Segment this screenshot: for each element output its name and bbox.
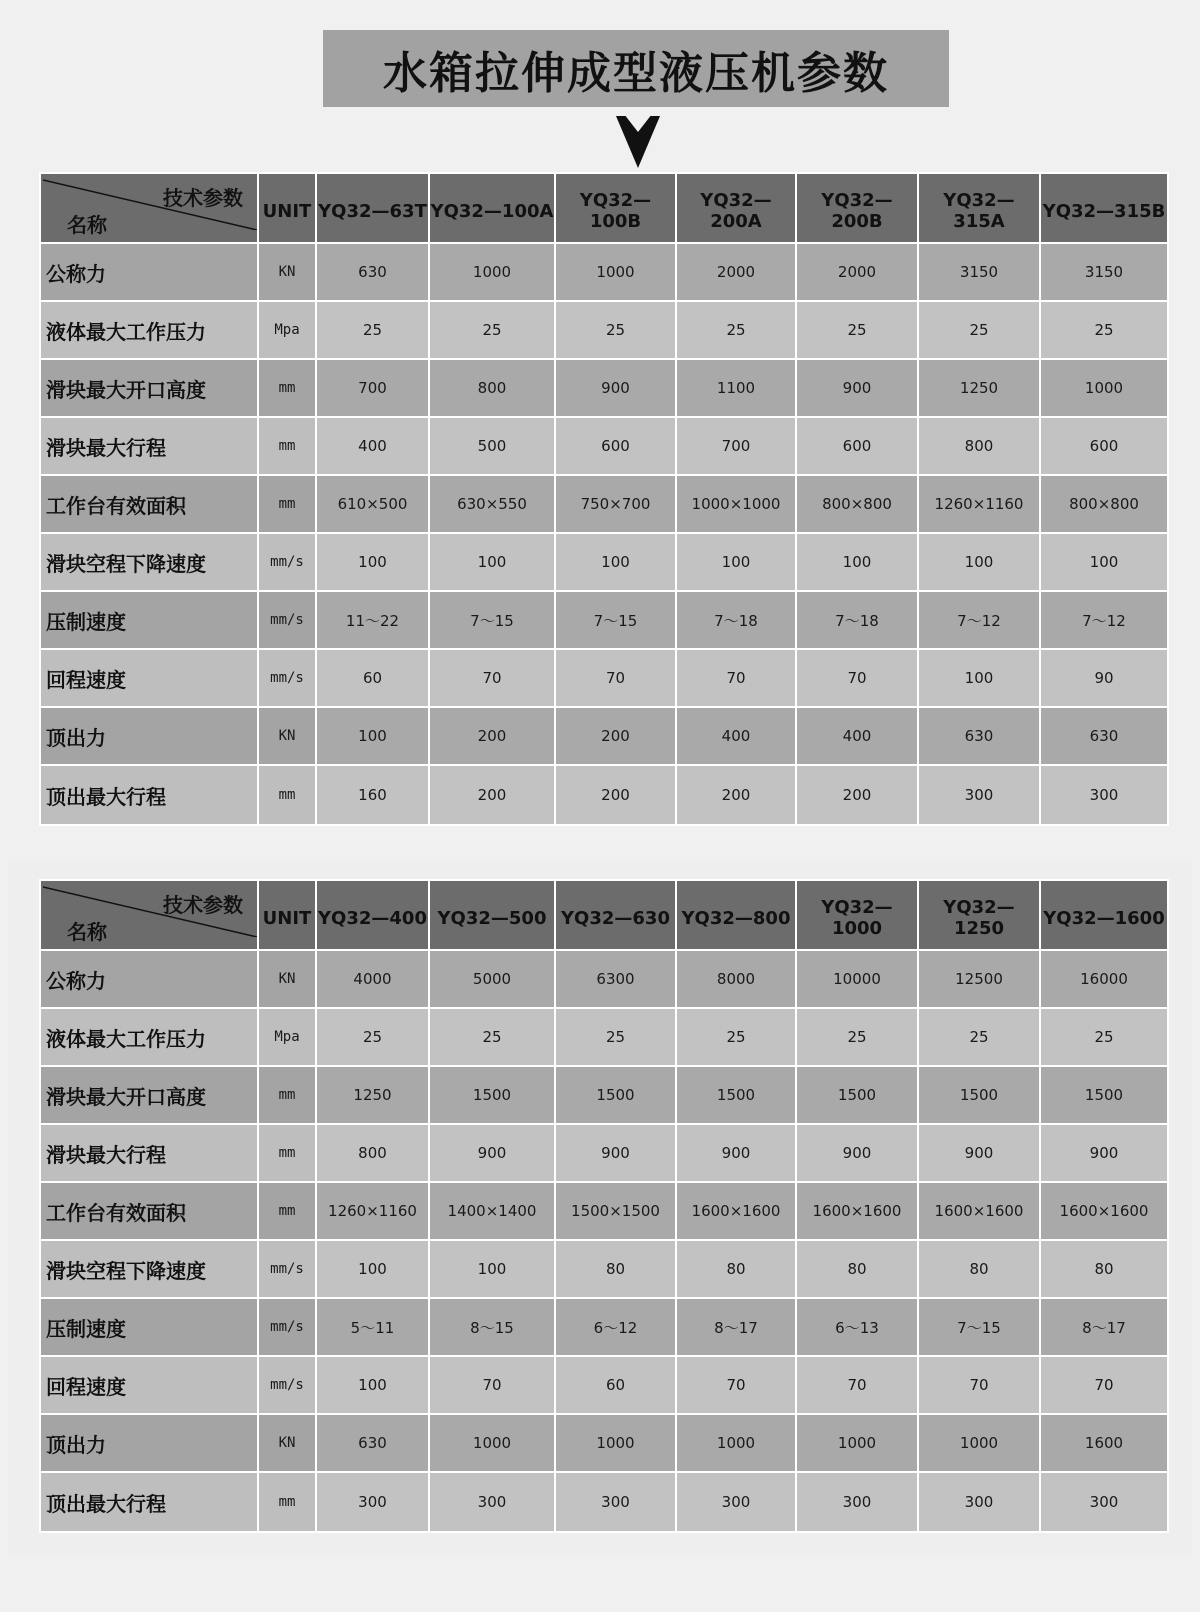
param-value: 100 bbox=[316, 1240, 429, 1298]
param-value: 1600 bbox=[1040, 1414, 1168, 1472]
param-unit: mm/s bbox=[258, 1240, 316, 1298]
param-unit: Mpa bbox=[258, 301, 316, 359]
param-value: 80 bbox=[796, 1240, 918, 1298]
param-value: 16000 bbox=[1040, 950, 1168, 1008]
param-value: 400 bbox=[796, 707, 918, 765]
param-value: 600 bbox=[555, 417, 676, 475]
param-value: 630 bbox=[918, 707, 1040, 765]
param-value: 100 bbox=[676, 533, 796, 591]
param-value: 70 bbox=[676, 649, 796, 707]
param-value: 1100 bbox=[676, 359, 796, 417]
param-value: 200 bbox=[555, 707, 676, 765]
param-unit: mm/s bbox=[258, 649, 316, 707]
param-unit: KN bbox=[258, 950, 316, 1008]
param-value: 800 bbox=[429, 359, 555, 417]
param-value: 300 bbox=[918, 765, 1040, 825]
spec-table-1 bbox=[39, 172, 1169, 826]
param-name: 液体最大工作压力 bbox=[40, 1008, 258, 1066]
param-value: 1000 bbox=[918, 1414, 1040, 1472]
param-name: 滑块最大开口高度 bbox=[40, 1066, 258, 1124]
param-value: 7～18 bbox=[676, 591, 796, 649]
param-unit: mm bbox=[258, 1472, 316, 1532]
table-row bbox=[40, 1182, 1168, 1240]
header-corner-cell bbox=[40, 173, 258, 243]
param-value: 6～12 bbox=[555, 1298, 676, 1356]
table-row bbox=[40, 417, 1168, 475]
param-value: 900 bbox=[555, 359, 676, 417]
table-row bbox=[40, 1066, 1168, 1124]
param-value: 70 bbox=[555, 649, 676, 707]
param-value: 300 bbox=[1040, 765, 1168, 825]
param-value: 6300 bbox=[555, 950, 676, 1008]
param-value: 70 bbox=[676, 1356, 796, 1414]
param-value: 25 bbox=[1040, 301, 1168, 359]
header-params-label: 技术参数 bbox=[163, 893, 243, 917]
param-value: 1000 bbox=[429, 1414, 555, 1472]
param-name: 顶出力 bbox=[40, 707, 258, 765]
param-value: 100 bbox=[555, 533, 676, 591]
param-value: 200 bbox=[676, 765, 796, 825]
param-value: 25 bbox=[316, 301, 429, 359]
param-value: 25 bbox=[429, 1008, 555, 1066]
param-value: 60 bbox=[316, 649, 429, 707]
param-value: 300 bbox=[316, 1472, 429, 1532]
param-name: 压制速度 bbox=[40, 1298, 258, 1356]
model-header: YQ32—315A bbox=[918, 173, 1040, 243]
param-value: 25 bbox=[796, 1008, 918, 1066]
model-header: YQ32—1600 bbox=[1040, 880, 1168, 950]
param-value: 1000×1000 bbox=[676, 475, 796, 533]
param-value: 8～17 bbox=[1040, 1298, 1168, 1356]
param-value: 1600×1600 bbox=[676, 1182, 796, 1240]
param-unit: mm/s bbox=[258, 533, 316, 591]
table-row bbox=[40, 359, 1168, 417]
header-corner-cell bbox=[40, 880, 258, 950]
param-value: 4000 bbox=[316, 950, 429, 1008]
param-value: 600 bbox=[1040, 417, 1168, 475]
param-name: 滑块空程下降速度 bbox=[40, 533, 258, 591]
spec-table-2 bbox=[39, 879, 1169, 1533]
table-body bbox=[40, 950, 1168, 1532]
param-value: 630×550 bbox=[429, 475, 555, 533]
param-value: 300 bbox=[429, 1472, 555, 1532]
param-unit: mm/s bbox=[258, 1298, 316, 1356]
model-header: YQ32—100A bbox=[429, 173, 555, 243]
model-header: YQ32—400 bbox=[316, 880, 429, 950]
param-name: 顶出力 bbox=[40, 1414, 258, 1472]
param-value: 7～15 bbox=[429, 591, 555, 649]
param-value: 25 bbox=[918, 301, 1040, 359]
param-value: 100 bbox=[316, 707, 429, 765]
param-value: 25 bbox=[429, 301, 555, 359]
param-value: 12500 bbox=[918, 950, 1040, 1008]
param-value: 700 bbox=[676, 417, 796, 475]
param-value: 1000 bbox=[796, 1414, 918, 1472]
param-value: 2000 bbox=[796, 243, 918, 301]
param-unit: mm/s bbox=[258, 1356, 316, 1414]
param-value: 200 bbox=[429, 765, 555, 825]
param-value: 630 bbox=[316, 243, 429, 301]
param-value: 100 bbox=[429, 533, 555, 591]
param-value: 6～13 bbox=[796, 1298, 918, 1356]
param-value: 800 bbox=[918, 417, 1040, 475]
param-value: 900 bbox=[918, 1124, 1040, 1182]
param-value: 630 bbox=[316, 1414, 429, 1472]
param-unit: mm bbox=[258, 1124, 316, 1182]
param-value: 1260×1160 bbox=[316, 1182, 429, 1240]
param-value: 630 bbox=[1040, 707, 1168, 765]
param-unit: Mpa bbox=[258, 1008, 316, 1066]
table-row bbox=[40, 1414, 1168, 1472]
table-row bbox=[40, 533, 1168, 591]
table-header-row bbox=[40, 880, 1168, 950]
param-value: 25 bbox=[555, 1008, 676, 1066]
model-header: YQ32—500 bbox=[429, 880, 555, 950]
model-header: YQ32—100B bbox=[555, 173, 676, 243]
param-value: 60 bbox=[555, 1356, 676, 1414]
param-value: 300 bbox=[796, 1472, 918, 1532]
param-name: 工作台有效面积 bbox=[40, 1182, 258, 1240]
model-header: YQ32—800 bbox=[676, 880, 796, 950]
param-value: 25 bbox=[676, 1008, 796, 1066]
param-value: 100 bbox=[429, 1240, 555, 1298]
param-value: 70 bbox=[796, 649, 918, 707]
model-header: YQ32—200B bbox=[796, 173, 918, 243]
page-title-banner bbox=[323, 30, 949, 107]
param-unit: KN bbox=[258, 1414, 316, 1472]
param-value: 11～22 bbox=[316, 591, 429, 649]
table-row bbox=[40, 1356, 1168, 1414]
param-value: 8～17 bbox=[676, 1298, 796, 1356]
param-unit: KN bbox=[258, 243, 316, 301]
param-value: 1250 bbox=[918, 359, 1040, 417]
model-header: YQ32—315B bbox=[1040, 173, 1168, 243]
param-name: 液体最大工作压力 bbox=[40, 301, 258, 359]
table-header-row bbox=[40, 173, 1168, 243]
param-value: 100 bbox=[316, 1356, 429, 1414]
param-value: 1500 bbox=[796, 1066, 918, 1124]
param-value: 2000 bbox=[676, 243, 796, 301]
param-value: 25 bbox=[555, 301, 676, 359]
header-name-label: 名称 bbox=[67, 920, 107, 944]
param-unit: mm bbox=[258, 417, 316, 475]
param-value: 610×500 bbox=[316, 475, 429, 533]
param-name: 公称力 bbox=[40, 243, 258, 301]
header-name-label: 名称 bbox=[67, 213, 107, 237]
param-value: 7～15 bbox=[555, 591, 676, 649]
param-value: 80 bbox=[918, 1240, 1040, 1298]
table-row bbox=[40, 591, 1168, 649]
param-value: 5000 bbox=[429, 950, 555, 1008]
param-value: 3150 bbox=[1040, 243, 1168, 301]
table-row bbox=[40, 1472, 1168, 1532]
param-value: 100 bbox=[1040, 533, 1168, 591]
param-unit: mm bbox=[258, 1066, 316, 1124]
param-unit: mm/s bbox=[258, 591, 316, 649]
param-value: 300 bbox=[918, 1472, 1040, 1532]
param-value: 80 bbox=[676, 1240, 796, 1298]
param-value: 25 bbox=[676, 301, 796, 359]
table-row bbox=[40, 765, 1168, 825]
table-row bbox=[40, 243, 1168, 301]
param-value: 100 bbox=[316, 533, 429, 591]
param-value: 1600×1600 bbox=[918, 1182, 1040, 1240]
param-name: 顶出最大行程 bbox=[40, 765, 258, 825]
param-value: 1000 bbox=[555, 243, 676, 301]
param-value: 1500 bbox=[429, 1066, 555, 1124]
param-value: 160 bbox=[316, 765, 429, 825]
param-value: 700 bbox=[316, 359, 429, 417]
param-value: 25 bbox=[918, 1008, 1040, 1066]
param-value: 100 bbox=[796, 533, 918, 591]
model-header: YQ32—630 bbox=[555, 880, 676, 950]
param-unit: mm bbox=[258, 765, 316, 825]
param-value: 70 bbox=[918, 1356, 1040, 1414]
param-value: 300 bbox=[676, 1472, 796, 1532]
param-value: 1250 bbox=[316, 1066, 429, 1124]
param-name: 工作台有效面积 bbox=[40, 475, 258, 533]
table-row bbox=[40, 1298, 1168, 1356]
param-value: 7～12 bbox=[1040, 591, 1168, 649]
model-header: YQ32—63T bbox=[316, 173, 429, 243]
param-value: 70 bbox=[1040, 1356, 1168, 1414]
param-value: 900 bbox=[555, 1124, 676, 1182]
model-header: YQ32—1250 bbox=[918, 880, 1040, 950]
param-value: 400 bbox=[316, 417, 429, 475]
param-value: 200 bbox=[796, 765, 918, 825]
param-value: 400 bbox=[676, 707, 796, 765]
param-value: 3150 bbox=[918, 243, 1040, 301]
param-name: 滑块最大开口高度 bbox=[40, 359, 258, 417]
param-value: 300 bbox=[555, 1472, 676, 1532]
param-unit: KN bbox=[258, 707, 316, 765]
param-name: 压制速度 bbox=[40, 591, 258, 649]
header-params-label: 技术参数 bbox=[163, 186, 243, 210]
param-value: 800×800 bbox=[796, 475, 918, 533]
page-title: 水箱拉伸成型液压机参数 bbox=[383, 47, 889, 99]
param-value: 70 bbox=[796, 1356, 918, 1414]
param-value: 25 bbox=[316, 1008, 429, 1066]
param-value: 5～11 bbox=[316, 1298, 429, 1356]
param-value: 900 bbox=[676, 1124, 796, 1182]
param-value: 7～18 bbox=[796, 591, 918, 649]
param-value: 80 bbox=[1040, 1240, 1168, 1298]
model-header: YQ32—1000 bbox=[796, 880, 918, 950]
param-value: 25 bbox=[796, 301, 918, 359]
model-header: YQ32—200A bbox=[676, 173, 796, 243]
param-value: 900 bbox=[796, 1124, 918, 1182]
param-value: 600 bbox=[796, 417, 918, 475]
param-value: 80 bbox=[555, 1240, 676, 1298]
table-body bbox=[40, 243, 1168, 825]
param-unit: mm bbox=[258, 1182, 316, 1240]
param-unit: mm bbox=[258, 359, 316, 417]
param-value: 100 bbox=[918, 533, 1040, 591]
table-row bbox=[40, 1240, 1168, 1298]
param-value: 1400×1400 bbox=[429, 1182, 555, 1240]
table-row bbox=[40, 1124, 1168, 1182]
param-value: 1000 bbox=[429, 243, 555, 301]
param-value: 800 bbox=[316, 1124, 429, 1182]
table-row bbox=[40, 649, 1168, 707]
param-value: 900 bbox=[429, 1124, 555, 1182]
header-unit: UNIT bbox=[258, 880, 316, 950]
param-name: 滑块空程下降速度 bbox=[40, 1240, 258, 1298]
param-value: 8000 bbox=[676, 950, 796, 1008]
param-value: 200 bbox=[555, 765, 676, 825]
param-value: 1000 bbox=[1040, 359, 1168, 417]
param-value: 10000 bbox=[796, 950, 918, 1008]
param-value: 800×800 bbox=[1040, 475, 1168, 533]
param-value: 900 bbox=[796, 359, 918, 417]
param-value: 70 bbox=[429, 1356, 555, 1414]
param-unit: mm bbox=[258, 475, 316, 533]
param-name: 顶出最大行程 bbox=[40, 1472, 258, 1532]
param-value: 1500×1500 bbox=[555, 1182, 676, 1240]
param-value: 25 bbox=[1040, 1008, 1168, 1066]
param-value: 1260×1160 bbox=[918, 475, 1040, 533]
param-value: 1500 bbox=[1040, 1066, 1168, 1124]
param-value: 8～15 bbox=[429, 1298, 555, 1356]
param-value: 1500 bbox=[918, 1066, 1040, 1124]
param-value: 7～15 bbox=[918, 1298, 1040, 1356]
param-name: 滑块最大行程 bbox=[40, 417, 258, 475]
param-value: 500 bbox=[429, 417, 555, 475]
table-row bbox=[40, 950, 1168, 1008]
param-value: 750×700 bbox=[555, 475, 676, 533]
param-value: 1600×1600 bbox=[796, 1182, 918, 1240]
table-row bbox=[40, 1008, 1168, 1066]
table-row bbox=[40, 707, 1168, 765]
param-value: 1000 bbox=[676, 1414, 796, 1472]
table-row bbox=[40, 301, 1168, 359]
param-value: 900 bbox=[1040, 1124, 1168, 1182]
param-value: 1500 bbox=[555, 1066, 676, 1124]
param-value: 70 bbox=[429, 649, 555, 707]
param-value: 90 bbox=[1040, 649, 1168, 707]
param-value: 300 bbox=[1040, 1472, 1168, 1532]
param-name: 滑块最大行程 bbox=[40, 1124, 258, 1182]
param-value: 7～12 bbox=[918, 591, 1040, 649]
param-value: 100 bbox=[918, 649, 1040, 707]
table-row bbox=[40, 475, 1168, 533]
param-value: 1500 bbox=[676, 1066, 796, 1124]
param-value: 200 bbox=[429, 707, 555, 765]
param-value: 1000 bbox=[555, 1414, 676, 1472]
param-name: 回程速度 bbox=[40, 649, 258, 707]
param-name: 回程速度 bbox=[40, 1356, 258, 1414]
header-unit: UNIT bbox=[258, 173, 316, 243]
param-name: 公称力 bbox=[40, 950, 258, 1008]
param-value: 1600×1600 bbox=[1040, 1182, 1168, 1240]
